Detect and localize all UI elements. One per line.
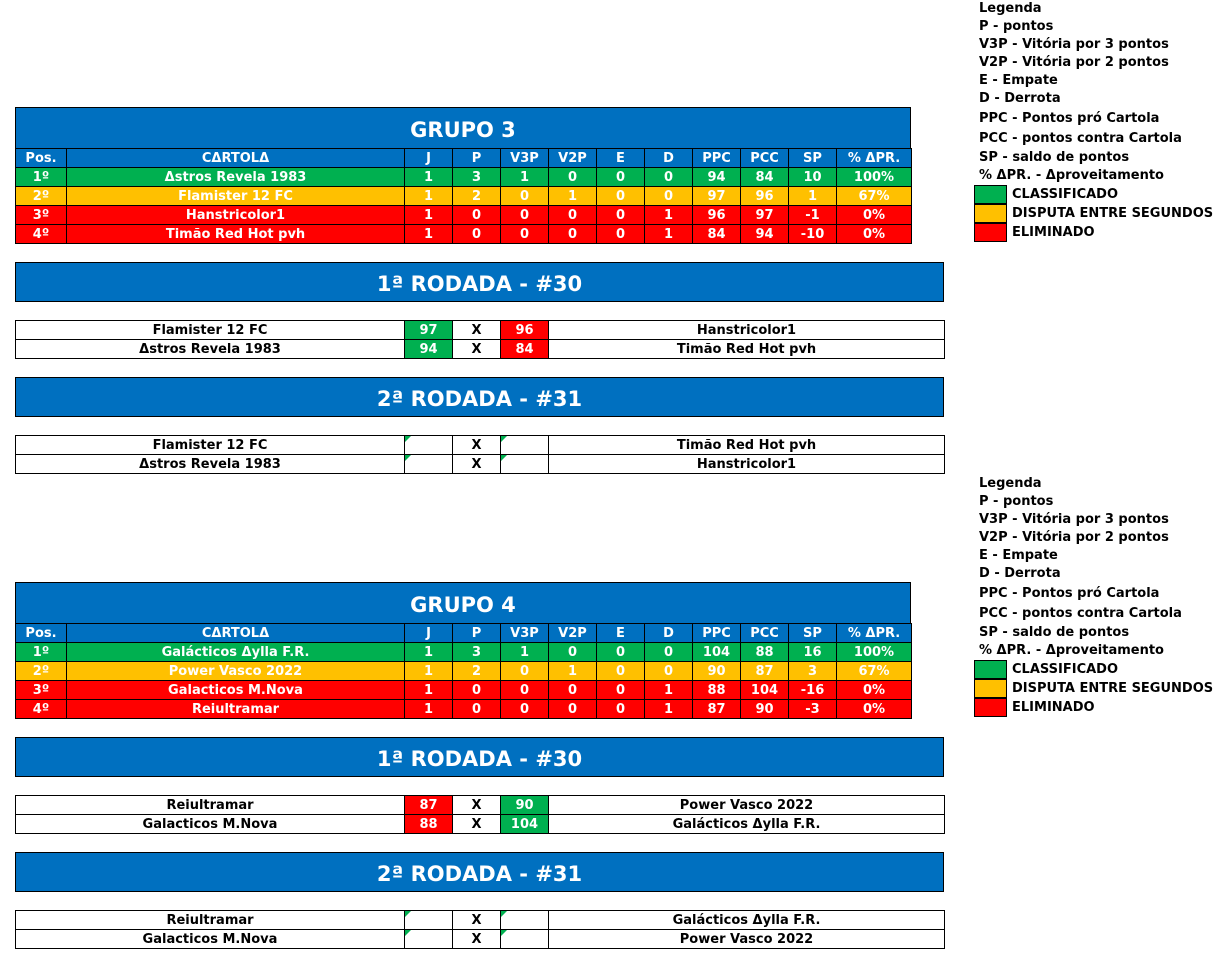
- versus-mark: X: [453, 340, 501, 359]
- away-score-input[interactable]: [501, 930, 549, 949]
- table-cell: 0: [501, 662, 549, 681]
- yellow-swatch: [974, 204, 1007, 223]
- table-cell: 0: [597, 225, 645, 244]
- table-cell: 0: [645, 187, 693, 206]
- table-cell: 84: [741, 168, 789, 187]
- match-row: [16, 815, 945, 834]
- table-cell: 2: [453, 662, 501, 681]
- col-header: P: [453, 624, 501, 643]
- legend-title: Legenda: [979, 1, 1042, 16]
- home-team: Reiultramar: [16, 911, 405, 930]
- table-cell: 0: [597, 662, 645, 681]
- table-cell: Reiultramar: [67, 700, 405, 719]
- match-row: [16, 930, 945, 949]
- col-header: CΔRTOLΔ: [67, 624, 405, 643]
- table-cell: 88: [693, 681, 741, 700]
- red-swatch: [974, 698, 1007, 717]
- versus-mark: X: [453, 815, 501, 834]
- table-cell: 0: [645, 662, 693, 681]
- table-cell: 0%: [837, 700, 912, 719]
- matches-table: [15, 320, 945, 359]
- table-cell: 0: [597, 643, 645, 662]
- home-score: 97: [405, 321, 453, 340]
- col-header: PCC: [741, 624, 789, 643]
- away-score: 104: [501, 815, 549, 834]
- table-cell: 1: [405, 643, 453, 662]
- table-row: [16, 187, 912, 206]
- table-cell: 0: [549, 643, 597, 662]
- table-row: [16, 206, 912, 225]
- table-cell: 1: [789, 187, 837, 206]
- away-score-input[interactable]: [501, 911, 549, 930]
- table-cell: 0: [453, 700, 501, 719]
- red-swatch: [974, 223, 1007, 242]
- legend-item: D - Derrota: [979, 566, 1061, 581]
- table-cell: Power Vasco 2022: [67, 662, 405, 681]
- away-score: 96: [501, 321, 549, 340]
- away-score: 90: [501, 796, 549, 815]
- legend-item: PPC - Pontos pró Cartola: [979, 111, 1160, 126]
- legend-title: Legenda: [979, 476, 1042, 491]
- table-cell: Galacticos M.Nova: [67, 681, 405, 700]
- table-cell: 1º: [16, 168, 67, 187]
- table-cell: 87: [741, 662, 789, 681]
- table-cell: 100%: [837, 643, 912, 662]
- table-cell: 0: [501, 206, 549, 225]
- round-title: 1ª RODADA - #30: [15, 737, 944, 777]
- table-cell: Hanstricolor1: [67, 206, 405, 225]
- table-cell: 0: [597, 187, 645, 206]
- table-cell: 67%: [837, 662, 912, 681]
- table-cell: Δstros Revela 1983: [67, 168, 405, 187]
- table-cell: 2º: [16, 662, 67, 681]
- col-header: SP: [789, 624, 837, 643]
- table-cell: 1: [405, 681, 453, 700]
- away-score-input[interactable]: [501, 455, 549, 474]
- legend-item: V2P - Vitória por 2 pontos: [979, 55, 1169, 70]
- table-cell: 104: [741, 681, 789, 700]
- table-row: [16, 643, 912, 662]
- table-cell: 67%: [837, 187, 912, 206]
- matches-table: [15, 795, 945, 834]
- table-cell: 90: [741, 700, 789, 719]
- round-title: 2ª RODADA - #31: [15, 852, 944, 892]
- table-cell: 97: [741, 206, 789, 225]
- match-row: [16, 340, 945, 359]
- table-cell: 87: [693, 700, 741, 719]
- table-cell: 1: [501, 643, 549, 662]
- versus-mark: X: [453, 321, 501, 340]
- standings-table: [15, 148, 912, 244]
- matches-table: [15, 910, 945, 949]
- col-header: V3P: [501, 624, 549, 643]
- home-team: Flamister 12 FC: [16, 321, 405, 340]
- legend-status-label: CLASSIFICADO: [1012, 662, 1119, 677]
- group-title: GRUPO 3: [15, 107, 911, 149]
- standings-header-row: [16, 149, 912, 168]
- table-cell: 0: [501, 700, 549, 719]
- table-cell: 1: [645, 225, 693, 244]
- table-cell: 0: [549, 225, 597, 244]
- table-cell: 3: [789, 662, 837, 681]
- table-cell: -3: [789, 700, 837, 719]
- table-cell: 94: [693, 168, 741, 187]
- table-cell: 1: [405, 168, 453, 187]
- table-cell: -10: [789, 225, 837, 244]
- legend-panel: [979, 475, 1227, 717]
- standings-header-row: [16, 624, 912, 643]
- legend-status-disputa: [979, 679, 1227, 698]
- table-cell: 0: [549, 700, 597, 719]
- table-cell: 90: [693, 662, 741, 681]
- home-team: Reiultramar: [16, 796, 405, 815]
- table-cell: 0%: [837, 206, 912, 225]
- match-row: [16, 796, 945, 815]
- legend-item: SP - saldo de pontos: [979, 150, 1130, 165]
- table-cell: 3: [453, 643, 501, 662]
- away-score: 84: [501, 340, 549, 359]
- versus-mark: X: [453, 930, 501, 949]
- table-cell: -16: [789, 681, 837, 700]
- away-score-input[interactable]: [501, 436, 549, 455]
- table-cell: 84: [693, 225, 741, 244]
- legend-item: E - Empate: [979, 73, 1058, 88]
- table-cell: 16: [789, 643, 837, 662]
- legend-panel: [979, 0, 1227, 242]
- matches-table: [15, 435, 945, 474]
- table-cell: 0: [549, 168, 597, 187]
- home-score-input[interactable]: [405, 930, 453, 949]
- table-cell: 0: [597, 700, 645, 719]
- match-row: [16, 436, 945, 455]
- col-header: E: [597, 624, 645, 643]
- match-row: [16, 911, 945, 930]
- table-cell: 1: [645, 206, 693, 225]
- col-header: D: [645, 149, 693, 168]
- table-cell: 100%: [837, 168, 912, 187]
- table-cell: 10: [789, 168, 837, 187]
- table-row: [16, 662, 912, 681]
- table-cell: 4º: [16, 225, 67, 244]
- table-cell: 0: [453, 225, 501, 244]
- table-cell: 1: [405, 206, 453, 225]
- table-cell: 2º: [16, 187, 67, 206]
- table-cell: 96: [741, 187, 789, 206]
- col-header: P: [453, 149, 501, 168]
- away-team: Galácticos Δylla F.R.: [549, 911, 945, 930]
- table-row: [16, 225, 912, 244]
- versus-mark: X: [453, 911, 501, 930]
- legend-status-label: CLASSIFICADO: [1012, 187, 1119, 202]
- table-cell: 0: [453, 206, 501, 225]
- home-team: Flamister 12 FC: [16, 436, 405, 455]
- home-team: Δstros Revela 1983: [16, 455, 405, 474]
- green-swatch: [974, 185, 1007, 204]
- table-cell: 0: [597, 681, 645, 700]
- legend-status-label: ELIMINADO: [1012, 225, 1095, 240]
- table-cell: 3: [453, 168, 501, 187]
- legend-item: V3P - Vitória por 3 pontos: [979, 512, 1169, 527]
- away-team: Power Vasco 2022: [549, 930, 945, 949]
- legend-item: V2P - Vitória por 2 pontos: [979, 530, 1169, 545]
- table-cell: 1: [405, 187, 453, 206]
- legend-status-label: DISPUTA ENTRE SEGUNDOS: [1012, 206, 1214, 221]
- home-team: Galacticos M.Nova: [16, 930, 405, 949]
- table-cell: 3º: [16, 206, 67, 225]
- table-cell: 1: [501, 168, 549, 187]
- home-team: Δstros Revela 1983: [16, 340, 405, 359]
- table-cell: 88: [741, 643, 789, 662]
- legend-item: V3P - Vitória por 3 pontos: [979, 37, 1169, 52]
- table-cell: 0: [645, 168, 693, 187]
- home-score-input[interactable]: [405, 455, 453, 474]
- versus-mark: X: [453, 796, 501, 815]
- col-header: V3P: [501, 149, 549, 168]
- legend-status-label: DISPUTA ENTRE SEGUNDOS: [1012, 681, 1214, 696]
- table-cell: 2: [453, 187, 501, 206]
- col-header: J: [405, 149, 453, 168]
- table-cell: 1: [549, 662, 597, 681]
- table-cell: Flamister 12 FC: [67, 187, 405, 206]
- table-cell: -1: [789, 206, 837, 225]
- table-cell: 1: [405, 225, 453, 244]
- col-header: PPC: [693, 624, 741, 643]
- green-swatch: [974, 660, 1007, 679]
- legend-item: P - pontos: [979, 494, 1054, 509]
- legend-item: PPC - Pontos pró Cartola: [979, 586, 1160, 601]
- away-team: Timão Red Hot pvh: [549, 436, 945, 455]
- table-cell: 4º: [16, 700, 67, 719]
- versus-mark: X: [453, 455, 501, 474]
- away-team: Galácticos Δylla F.R.: [549, 815, 945, 834]
- table-cell: 1: [405, 700, 453, 719]
- standings-table: [15, 623, 912, 719]
- col-header: D: [645, 624, 693, 643]
- table-cell: 1: [645, 681, 693, 700]
- home-score: 94: [405, 340, 453, 359]
- match-row: [16, 455, 945, 474]
- group-title: GRUPO 4: [15, 582, 911, 624]
- match-row: [16, 321, 945, 340]
- table-cell: Galácticos Δylla F.R.: [67, 643, 405, 662]
- col-header: % ΔPR.: [837, 149, 912, 168]
- table-cell: 0%: [837, 225, 912, 244]
- col-header: PPC: [693, 149, 741, 168]
- legend-status-label: ELIMINADO: [1012, 700, 1095, 715]
- legend-status-eliminado: [979, 698, 1227, 717]
- table-cell: 0: [501, 187, 549, 206]
- table-cell: 1: [549, 187, 597, 206]
- col-header: J: [405, 624, 453, 643]
- table-cell: 1: [405, 662, 453, 681]
- legend-item: % ΔPR. - Δproveitamento: [979, 643, 1164, 658]
- away-team: Power Vasco 2022: [549, 796, 945, 815]
- legend-item: D - Derrota: [979, 91, 1061, 106]
- table-row: [16, 681, 912, 700]
- away-team: Timão Red Hot pvh: [549, 340, 945, 359]
- legend-status-classificado: [979, 660, 1227, 679]
- legend-status-eliminado: [979, 223, 1227, 242]
- yellow-swatch: [974, 679, 1007, 698]
- home-score-input[interactable]: [405, 911, 453, 930]
- home-score: 88: [405, 815, 453, 834]
- legend-status-classificado: [979, 185, 1227, 204]
- home-score: 87: [405, 796, 453, 815]
- table-cell: 3º: [16, 681, 67, 700]
- table-cell: 0: [549, 681, 597, 700]
- table-cell: 0: [597, 168, 645, 187]
- col-header: V2P: [549, 624, 597, 643]
- table-cell: 104: [693, 643, 741, 662]
- round-title: 2ª RODADA - #31: [15, 377, 944, 417]
- col-header: Pos.: [16, 149, 67, 168]
- col-header: Pos.: [16, 624, 67, 643]
- table-cell: 1: [645, 700, 693, 719]
- versus-mark: X: [453, 436, 501, 455]
- table-cell: 94: [741, 225, 789, 244]
- table-cell: 0: [645, 643, 693, 662]
- table-cell: 0: [501, 225, 549, 244]
- home-team: Galacticos M.Nova: [16, 815, 405, 834]
- col-header: PCC: [741, 149, 789, 168]
- col-header: SP: [789, 149, 837, 168]
- col-header: V2P: [549, 149, 597, 168]
- table-cell: 0%: [837, 681, 912, 700]
- col-header: % ΔPR.: [837, 624, 912, 643]
- legend-item: SP - saldo de pontos: [979, 625, 1130, 640]
- legend-item: PCC - pontos contra Cartola: [979, 606, 1182, 621]
- table-row: [16, 700, 912, 719]
- table-cell: Timão Red Hot pvh: [67, 225, 405, 244]
- table-cell: 0: [597, 206, 645, 225]
- table-cell: 97: [693, 187, 741, 206]
- col-header: CΔRTOLΔ: [67, 149, 405, 168]
- table-cell: 96: [693, 206, 741, 225]
- legend-item: P - pontos: [979, 19, 1054, 34]
- table-cell: 0: [453, 681, 501, 700]
- legend-item: E - Empate: [979, 548, 1058, 563]
- legend-item: PCC - pontos contra Cartola: [979, 131, 1182, 146]
- table-row: [16, 168, 912, 187]
- legend-status-disputa: [979, 204, 1227, 223]
- away-team: Hanstricolor1: [549, 321, 945, 340]
- away-team: Hanstricolor1: [549, 455, 945, 474]
- legend-item: % ΔPR. - Δproveitamento: [979, 168, 1164, 183]
- col-header: E: [597, 149, 645, 168]
- round-title: 1ª RODADA - #30: [15, 262, 944, 302]
- table-cell: 0: [549, 206, 597, 225]
- table-cell: 1º: [16, 643, 67, 662]
- home-score-input[interactable]: [405, 436, 453, 455]
- table-cell: 0: [501, 681, 549, 700]
